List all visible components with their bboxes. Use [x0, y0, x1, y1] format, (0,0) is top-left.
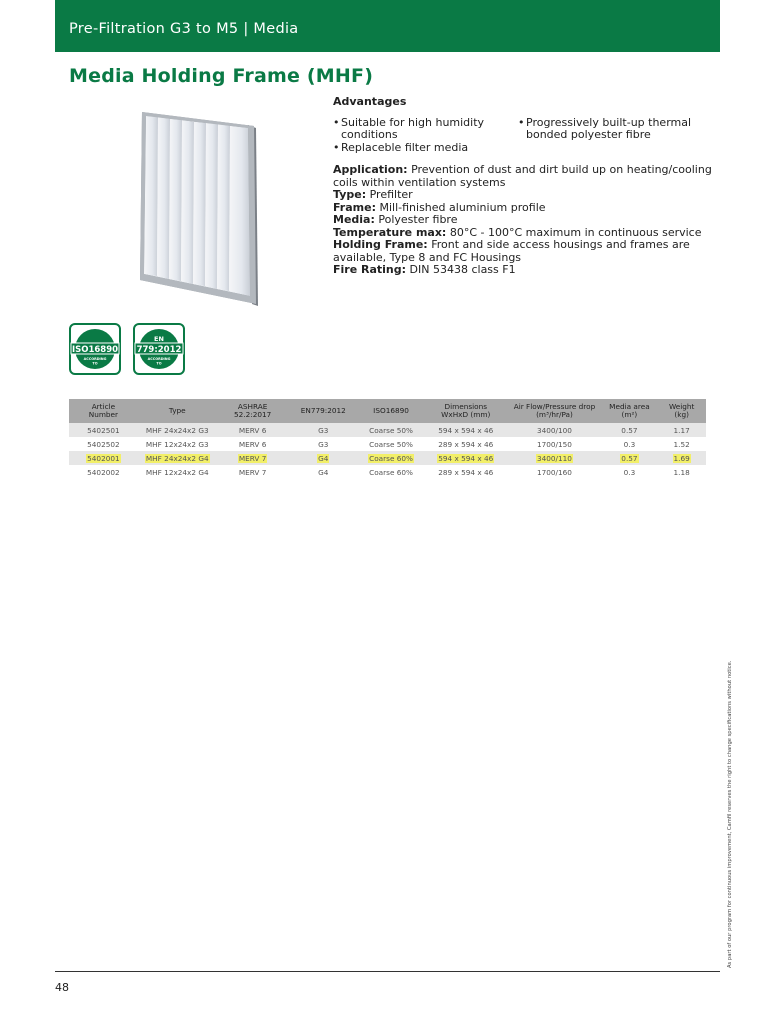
advantages-title: Advantages	[333, 95, 407, 108]
cell-dimensions: 289 x 594 x 46	[424, 465, 507, 479]
table-row	[69, 465, 706, 479]
column-header: Type	[138, 399, 217, 423]
advantage-item: • Replaceble filter media	[333, 142, 518, 155]
cell-article-number: 5402002	[69, 465, 138, 479]
spec-label: Media:	[333, 213, 375, 226]
cell-media-area: 0.3	[602, 465, 658, 479]
badge-sub-text: ACCORDING	[147, 357, 171, 361]
advantages-col-1	[333, 117, 518, 156]
cell-type: MHF 24x24x2 G3	[138, 423, 217, 437]
spec-fire-rating	[333, 264, 713, 277]
filter-frame-image	[138, 108, 260, 308]
column-header: Article Number	[69, 399, 138, 423]
column-header: Dimensions WxHxD (mm)	[424, 399, 507, 423]
column-header: Air Flow/Pressure drop (m³/hr/Pa)	[507, 399, 601, 423]
cell-ashrae: MERV 7	[217, 451, 289, 465]
table-row-highlighted	[69, 451, 706, 465]
column-header: ASHRAE 52.2:2017	[217, 399, 289, 423]
spec-value: Polyester fibre	[378, 213, 458, 226]
cell-airflow: 1700/160	[507, 465, 601, 479]
cell-article-number: 5402001	[69, 451, 138, 465]
cell-en779: G4	[289, 465, 359, 479]
header-bar	[55, 0, 720, 52]
cell-media-area: 0.3	[602, 437, 658, 451]
table-row	[69, 423, 706, 437]
cell-weight: 1.18	[657, 465, 706, 479]
spec-label: Fire Rating:	[333, 263, 407, 276]
advantage-item: • Progressively built-up thermal bonded polyester fibre	[518, 117, 708, 142]
cell-dimensions: 594 x 594 x 46	[424, 423, 507, 437]
cell-media-area: 0.57	[602, 451, 658, 465]
cell-ashrae: MERV 7	[217, 465, 289, 479]
cell-weight: 1.69	[657, 451, 706, 465]
cell-en779: G3	[289, 423, 359, 437]
cell-article-number: 5402502	[69, 437, 138, 451]
cell-weight: 1.52	[657, 437, 706, 451]
page-title: Media Holding Frame (MHF)	[69, 65, 374, 87]
badge-sub-text: TO	[156, 361, 162, 366]
page-number: 48	[55, 981, 69, 994]
spec-label: Application:	[333, 163, 408, 176]
cell-media-area: 0.57	[602, 423, 658, 437]
column-header: Media area (m²)	[602, 399, 658, 423]
spec-value: DIN 53438 class F1	[409, 263, 516, 276]
cell-type: MHF 24x24x2 G4	[138, 451, 217, 465]
cell-en779: G3	[289, 437, 359, 451]
cell-iso16890: Coarse 50%	[358, 437, 424, 451]
cell-iso16890: Coarse 60%	[358, 465, 424, 479]
cell-ashrae: MERV 6	[217, 423, 289, 437]
cell-type: MHF 12x24x2 G4	[138, 465, 217, 479]
spec-value: Prevention of dust and dirt build up on heating/cooling coils within ventilation systems	[333, 163, 712, 189]
cell-airflow: 3400/110	[507, 451, 601, 465]
disclaimer-note: As part of our program for continuous improvement, Camfil reserves the right to change specifications without notice.	[727, 660, 733, 968]
column-header: ISO16890	[358, 399, 424, 423]
footer-divider	[55, 971, 720, 972]
advantages-col-2	[518, 117, 708, 156]
spec-label: Frame:	[333, 200, 376, 214]
iso16890-badge-icon	[69, 323, 121, 375]
cell-dimensions: 289 x 594 x 46	[424, 437, 507, 451]
header-title: Pre-Filtration G3 to M5 | Media	[69, 21, 299, 37]
cell-weight: 1.17	[657, 423, 706, 437]
spec-value: Front and side access housings and frames are available, Type 8 and FC Housings	[333, 238, 690, 264]
spec-list	[333, 164, 713, 277]
cell-article-number: 5402501	[69, 423, 138, 437]
column-header: EN779:2012	[289, 399, 359, 423]
product-table	[69, 399, 706, 479]
badge-top-text: EN	[154, 335, 164, 343]
badge-main-text: 779:2012	[136, 345, 182, 355]
table-header-row	[69, 399, 706, 423]
advantage-item: • Suitable for high humidity conditions	[333, 117, 518, 142]
cell-ashrae: MERV 6	[217, 437, 289, 451]
cell-type: MHF 12x24x2 G3	[138, 437, 217, 451]
cell-airflow: 3400/100	[507, 423, 601, 437]
column-header: Weight (kg)	[657, 399, 706, 423]
badge-sub-text: ACCORDING	[83, 357, 107, 361]
specs-panel	[333, 96, 713, 277]
spec-label: Holding Frame:	[333, 238, 428, 251]
certification-badges	[69, 323, 189, 375]
cell-airflow: 1700/150	[507, 437, 601, 451]
advantages-list	[333, 117, 713, 156]
en779-badge-icon	[133, 323, 185, 375]
spec-value: 80°C - 100°C maximum in continuous service	[449, 225, 702, 239]
spec-holding-frame	[333, 239, 713, 264]
spec-value: Mill-finished aluminium profile	[379, 200, 546, 214]
badge-main-text: ISO16890	[71, 345, 119, 355]
cell-dimensions: 594 x 594 x 46	[424, 451, 507, 465]
badge-sub-text: TO	[92, 361, 98, 366]
cell-en779: G4	[289, 451, 359, 465]
cell-iso16890: Coarse 60%	[358, 451, 424, 465]
spec-label: Type:	[333, 188, 367, 201]
spec-label: Temperature max:	[333, 225, 447, 239]
spec-value: Prefilter	[369, 188, 413, 201]
table-row	[69, 437, 706, 451]
spec-application	[333, 164, 713, 189]
pleats	[144, 116, 250, 296]
cell-iso16890: Coarse 50%	[358, 423, 424, 437]
